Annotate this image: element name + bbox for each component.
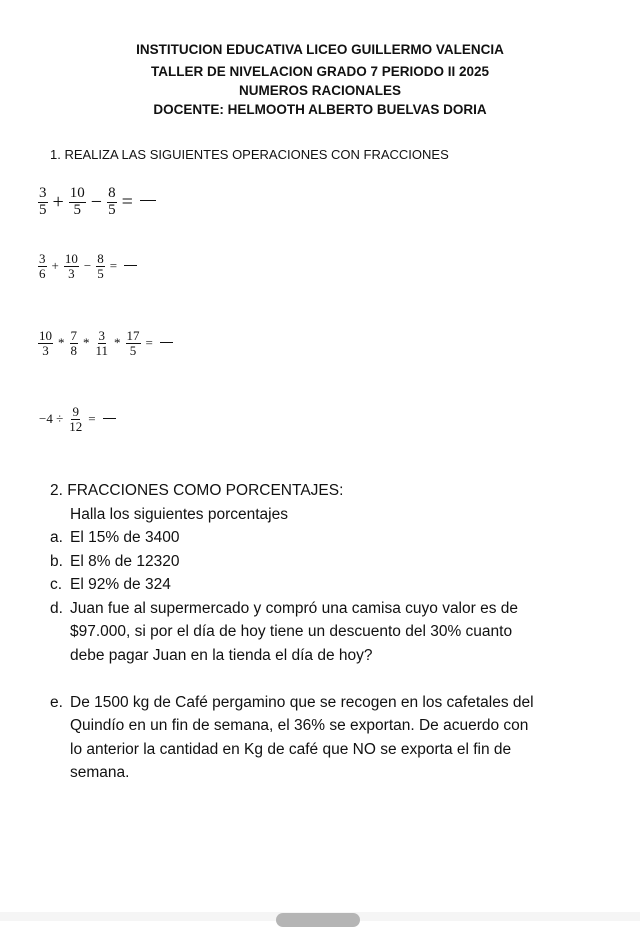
operator: * bbox=[58, 335, 65, 351]
numerator: 17 bbox=[126, 328, 140, 343]
operator: −4 ÷ bbox=[39, 411, 64, 427]
operator: + bbox=[51, 258, 59, 274]
numerator: 3 bbox=[39, 251, 46, 266]
numerator: 8 bbox=[108, 185, 116, 201]
section2-title: 2. FRACCIONES COMO PORCENTAJES: bbox=[50, 482, 344, 499]
numerator: 3 bbox=[98, 328, 106, 343]
item-text: Juan fue al supermercado y compró una camisa cuyo valor es de bbox=[70, 599, 519, 617]
item-text: De 1500 kg de Café pergamino que se recogen en los cafetales del bbox=[70, 693, 534, 711]
denominator: 3 bbox=[68, 265, 75, 281]
item-text: El 8% de 12320 bbox=[70, 552, 180, 570]
item-text: lo anterior la cantidad en Kg de café que NO se exporta el fin de bbox=[70, 740, 512, 758]
item-letter: a. bbox=[50, 529, 63, 546]
item-letter: b. bbox=[50, 552, 63, 570]
numerator: 10 bbox=[64, 251, 78, 266]
operator: + bbox=[52, 190, 64, 213]
fraction bbox=[38, 329, 53, 357]
denominator: 5 bbox=[39, 201, 47, 218]
numerator: 8 bbox=[97, 251, 104, 266]
numerator: 7 bbox=[70, 328, 77, 343]
operator: = bbox=[109, 258, 118, 274]
denominator: 12 bbox=[69, 418, 83, 434]
operator: * bbox=[83, 335, 90, 351]
equation bbox=[36, 186, 156, 219]
fraction bbox=[107, 186, 117, 219]
header-workshop: TALLER DE NIVELACION GRADO 7 PERIODO II 2025 bbox=[150, 64, 490, 79]
equation bbox=[36, 252, 137, 280]
denominator: 5 bbox=[97, 265, 104, 281]
item-text: semana. bbox=[70, 764, 130, 781]
fraction bbox=[68, 405, 83, 433]
item-text: debe pagar Juan en la tienda el día de hoy? bbox=[70, 646, 373, 664]
item-letter: e. bbox=[50, 693, 63, 711]
section2-subtitle: Halla los siguientes porcentajes bbox=[70, 506, 288, 523]
header-school: INSTITUCION EDUCATIVA LICEO GUILLERMO VALENCIA bbox=[136, 42, 504, 57]
equation bbox=[36, 405, 116, 433]
denominator: 5 bbox=[73, 201, 82, 218]
denominator: 11 bbox=[95, 342, 109, 358]
fraction bbox=[38, 252, 47, 280]
item-text: El 92% de 324 bbox=[70, 576, 171, 593]
operator: − bbox=[90, 190, 103, 213]
item-text: El 15% de 3400 bbox=[70, 529, 180, 546]
fraction bbox=[126, 329, 141, 357]
numerator: 10 bbox=[69, 185, 85, 201]
section1-title: 1. REALIZA LAS SIGUIENTES OPERACIONES CON FRACCIONES bbox=[50, 147, 449, 162]
answer-blank[interactable] bbox=[160, 342, 173, 343]
operator: − bbox=[83, 258, 92, 274]
operator: = bbox=[88, 411, 96, 427]
fraction bbox=[96, 252, 105, 280]
item-letter: d. bbox=[50, 599, 63, 617]
numerator: 3 bbox=[39, 185, 47, 201]
item-letter: c. bbox=[50, 576, 63, 593]
answer-blank[interactable] bbox=[124, 265, 137, 266]
answer-blank[interactable] bbox=[103, 418, 116, 419]
header-teacher: DOCENTE: HELMOOTH ALBERTO BUELVAS DORIA bbox=[153, 102, 487, 117]
numerator: 9 bbox=[72, 404, 79, 419]
item-text: Quindío en un fin de semana, el 36% se exportan. De acuerdo con bbox=[70, 717, 529, 734]
denominator: 3 bbox=[42, 342, 49, 358]
denominator: 6 bbox=[39, 265, 46, 281]
home-indicator[interactable] bbox=[276, 913, 360, 927]
fraction bbox=[95, 329, 110, 357]
operator: = bbox=[121, 190, 133, 213]
fraction bbox=[70, 329, 79, 357]
fraction bbox=[38, 186, 48, 219]
denominator: 8 bbox=[70, 342, 77, 358]
operator: = bbox=[145, 335, 153, 351]
numerator: 10 bbox=[39, 328, 52, 343]
answer-blank[interactable] bbox=[140, 200, 156, 201]
header-topic: NUMEROS RACIONALES bbox=[238, 83, 401, 98]
denominator: 5 bbox=[129, 342, 137, 358]
fraction bbox=[64, 252, 79, 280]
equation bbox=[36, 329, 173, 357]
item-text: $97.000, si por el día de hoy tiene un descuento del 30% cuanto bbox=[70, 623, 513, 640]
denominator: 5 bbox=[108, 201, 116, 218]
operator: * bbox=[114, 335, 121, 351]
fraction bbox=[69, 186, 86, 219]
